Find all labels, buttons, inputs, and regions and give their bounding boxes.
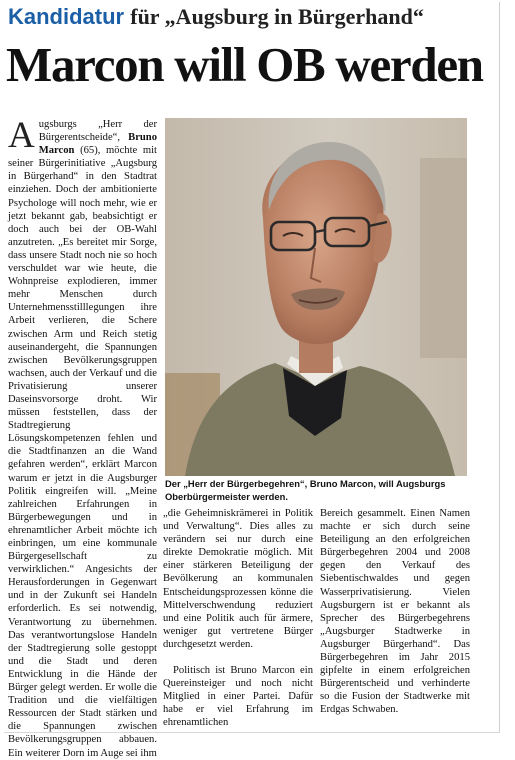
kicker-text: für „Augsburg in Bürgerhand“	[130, 4, 424, 29]
column-2-paragraph-1: „die Geheimniskrämerei in Politik und Verwaltung“. Dies alles zu verändern sei nur durch eine direkte Demokratie möglich. Mit einer stärkeren Beteiligung der Bevölkerung an kommunalen Entscheidungsprozessen könne die Mittelverschwendung reduziert und eine Politik auch für ärmere, weniger gut vertretene Bürger durchgesetzt werden.	[163, 508, 313, 650]
column-2-paragraph-2: Politisch ist Bruno Marcon ein Quereinsteiger und noch nicht Mitglied in einer Partei. Dafür habe er viel Erfahrung im ehrenamtlichen	[163, 665, 313, 729]
headline: Marcon will OB werden	[6, 37, 483, 92]
kicker-label: Kandidatur	[8, 4, 125, 29]
kicker	[8, 4, 424, 30]
portrait-photo	[165, 118, 467, 476]
photo-caption: Der „Herr der Bürgerbegehren“, Bruno Marcon, will Augsburgs Oberbürgermeister werden.	[165, 478, 446, 502]
column-3-paragraph-1: Bereich gesammelt. Einen Namen machte er sich durch seine Beteiligung an den erfolgreichen Bürgerbegehren 2004 und 2008 gegen den Verkauf des Siebentischwaldes und gegen Wasserprivatisierung. Vielen Augsburgern ist er bekannt als Sprecher des Bürgerbegehrens „Augsburger Stadtwerke in Augsburger Bürgerhand“. Das Bürgerbegehren im Jahr 2015 gipfelte in einem erfolgreichen Bürgerentscheid und verhinderte so die Fusion der Stadtwerke mit Erdgas Schwaben.	[320, 508, 470, 716]
dropcap: A	[8, 115, 35, 156]
article-column-2	[163, 507, 313, 730]
article-column-1	[8, 115, 157, 760]
article-column-3	[320, 507, 470, 717]
lead-name: Bruno Marcon	[38, 132, 157, 157]
lead-paragraph	[8, 115, 157, 760]
lead-text-start: ugsburgs „Herr der Bürgerentscheide“,	[38, 119, 157, 144]
lead-text-rest: (65), möchte mit seiner Bürgerinitiative „Augsburg in Bürgerhand“ in den Stadtrat einziehen. Doch der ambitionierte Psychologe will noch mehr, wie er jetzt bekannt gab, beabsichtigt er doch auch bei der OB-Wahl anzutreten. „Es bereitet mir Sorge, dass unsere Stadt noch nie so hoch verschuldet war wie heute, die Wohnpreise explodieren, immer mehr Menschen durch Unternehmensstilllegungen ihre Arbeit verlieren, die Schere zwischen Arm und Reich stetig auseinandergeht, die Spannungen zwischen Bevölkerungsgruppen wachsen, auch der Verkauf und die Privatisierung unserer Daseinsvorsorge droht. Wir müssen feststellen, dass der Stadtregierung Lösungskompetenzen fehlen und die Stadtfinanzen an die Wand gefahren werden“, erklärt Marcon warum er jetzt in die Augsburger Politik eingreifen will. „Meine zahlreichen Erfahrungen in Bürgerbewegungen und in ehrenamtlicher Arbeit möchte ich einbringen, um eine kommunale Bürgergesellschaft zu verwirklichen.“ Angesichts der Herausforderungen in Gegenwart und in der Zukunft sei Handeln erforderlich. Es sei notwendig, Verantwortung zu übernehmen. Das verantwortungslose Handeln der Stadtregierung solle gestoppt und die Stadt und deren Entwicklung in die Hände der Bürger gelegt werden. Er wolle die Tradition und die vielfältigen Ressourcen der Stadt stärken und die Spannungen zwischen Bevölkerungsgruppen abbauen. Ein weiterer Dorn im Auge sei ihm	[8, 145, 157, 759]
